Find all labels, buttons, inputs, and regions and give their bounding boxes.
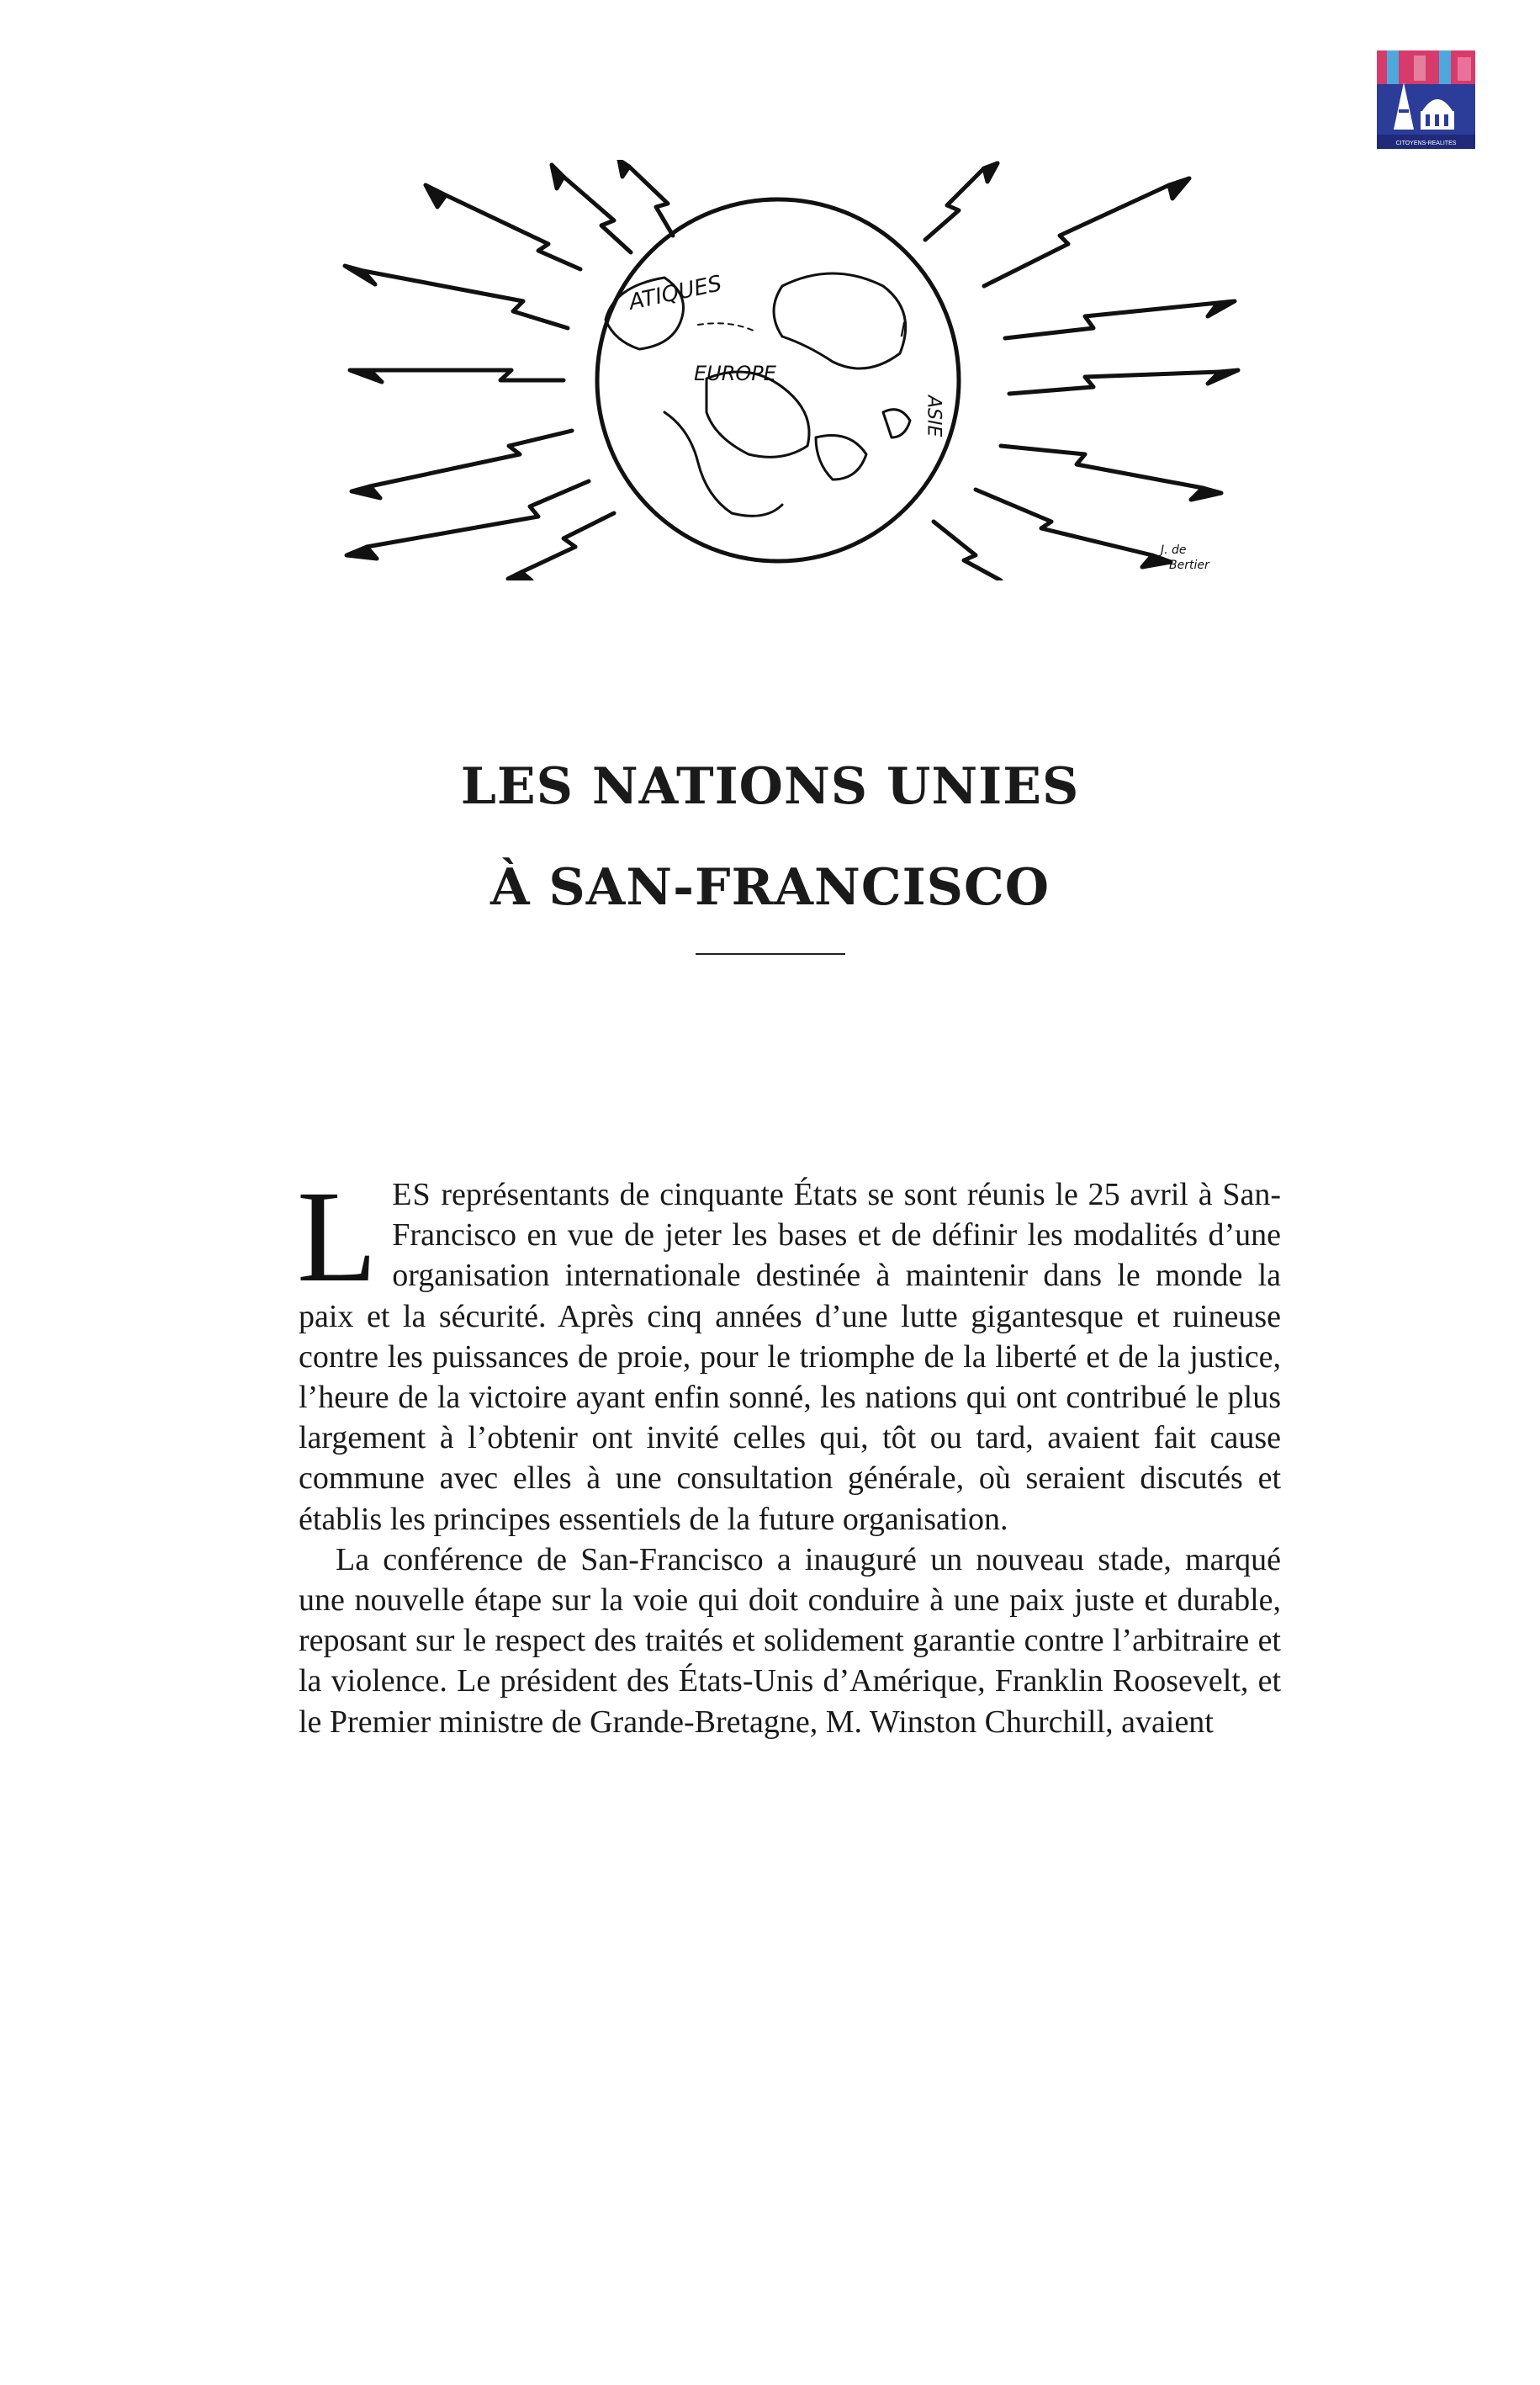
bolt-left-2: [345, 266, 568, 328]
bolt-right-4: [1001, 446, 1221, 500]
bolt-bottom-right: [934, 522, 1001, 580]
bolt-top-right: [925, 163, 998, 240]
paragraph-1-text: représentants de cinquante États se sont réunis le 25 avril à San-Francisco en vue de jeter les bases et de définir les modalités d’une organisation internationale destinée à maintenir dans le monde la paix et la sécurité. Après cinq années d’une lutte gigantesque et ruineuse contre les puissances de proie, pour le triomphe de la liberté et de la justice, l’heure de la victoire ayant enfin sonné, les nations qui ont contribué le plus largement à l’obtenir ont invité celles qui, tôt ou tard, avaient fait cause commune avec elles à une consultation générale, où seraient discutés et établis les principes essentiels de la future organisation.: [299, 1177, 1281, 1537]
article-title: [0, 757, 1540, 955]
paragraph-2: La conférence de San-Francisco a inauguré un nouveau stade, marqué une nouvelle étape sur la voie qui doit conduire à une paix juste et durable, reposant sur le respect des traités et solidement garantie contre l’arbitraire et la violence. Le président des États-Unis d’Amérique, Franklin Roosevelt, et le Premier ministre de Grande-Bretagne, M. Winston Churchill, avaient: [299, 1541, 1281, 1740]
bolt-right-2: [1005, 301, 1235, 338]
title-divider: [696, 953, 845, 955]
map-label-asie: ASIE: [923, 395, 945, 437]
logo-graphic: [1377, 50, 1475, 149]
globe-lightning-drawing: [311, 160, 1262, 580]
article-body: [297, 1163, 1281, 1742]
drop-cap: L: [297, 1163, 378, 1309]
artist-signature-1: J. de: [1161, 543, 1187, 557]
bolt-right-3: [1009, 370, 1238, 394]
publisher-logo: [1377, 50, 1475, 149]
bolt-top-left: [552, 165, 631, 252]
paragraph-1: [297, 1163, 1281, 1540]
logo-caption: CITOYENS-REALITES: [1395, 140, 1457, 146]
bolt-left-4: [352, 431, 572, 498]
globe-illustration: [311, 160, 1262, 580]
first-word-rest: ES: [392, 1177, 431, 1212]
artist-signature-2: Bertier: [1169, 559, 1209, 572]
bolt-right-1: [984, 178, 1189, 286]
map-label-europe: EUROPE: [694, 362, 776, 385]
bolt-right-5: [976, 490, 1171, 567]
bolt-left-5: [347, 481, 589, 559]
title-line-2: À SAN-FRANCISCO: [490, 858, 1050, 917]
map-label-afrique: I: [900, 318, 907, 342]
bolt-left-3: [350, 370, 564, 382]
map-label-atlantique: ATIQUES: [627, 271, 724, 315]
title-line-1: LES NATIONS UNIES: [460, 757, 1080, 816]
bolt-left-1: [426, 185, 580, 269]
bolt-left-6: [508, 513, 614, 580]
bolt-top-center: [619, 160, 673, 236]
